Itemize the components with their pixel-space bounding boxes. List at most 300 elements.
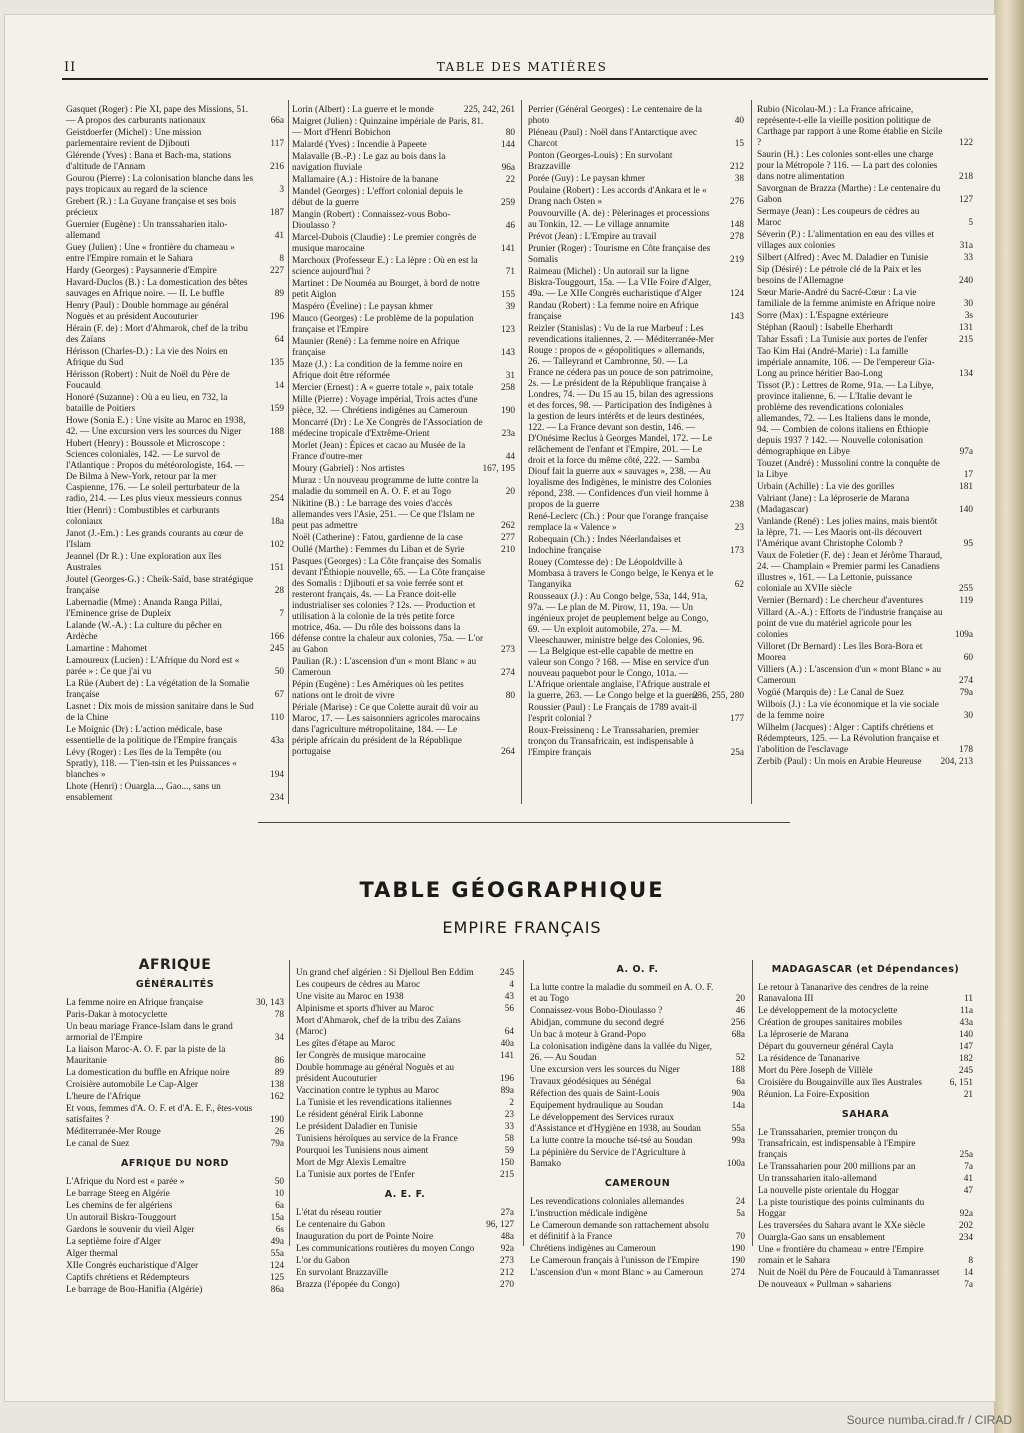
entry-page-ref: 177 — [730, 714, 744, 724]
entry-text: Wilbois (J.) : La vie économique et la vie sociale de la femme noire — [757, 700, 939, 721]
entry-page-ref: 79a — [959, 688, 973, 698]
entry-text: Havard-Duclos (B.) : La domestication des bêtes sauvages en Afrique noire. — II. Le buffle — [66, 278, 248, 299]
entry-text: Mauco (Georges) : Le problème de la population française et l'Empire — [292, 314, 474, 335]
entry-text: En survolant Brazzaville — [296, 1268, 388, 1278]
geo-entry — [296, 1208, 514, 1219]
entry-text: Tao Kim Hai (André-Marie) : La famille impériale annamite, 106. — De l'empereur Gia-Long au prince héritier Bao-Long — [757, 347, 935, 379]
entry-page-ref: 182 — [959, 1054, 973, 1064]
column-divider — [523, 960, 524, 1246]
entry-text: Janot (J.-Em.) : Les grands courants au cœur de l'Islam — [66, 529, 244, 550]
index-entry — [292, 256, 515, 278]
entry-page-ref: 196 — [500, 1074, 514, 1084]
geo-entry — [530, 1077, 745, 1088]
entry-page-ref: 236, 255, 280 — [692, 691, 744, 701]
geo-column-afrique — [66, 956, 284, 1297]
entry-page-ref: 15a — [270, 1213, 284, 1223]
entry-page-ref: 124 — [270, 1261, 284, 1271]
entry-page-ref: 215 — [500, 1170, 514, 1180]
index-entry — [66, 552, 284, 574]
entry-page-ref: 89 — [274, 289, 284, 299]
geo-entry — [530, 1006, 745, 1017]
entry-page-ref: 218 — [959, 172, 973, 182]
index-entry — [66, 748, 284, 781]
geo-entry — [66, 1177, 284, 1188]
entry-page-ref: 190 — [731, 1244, 745, 1254]
entry-text: Croisière automobile Le Cap-Alger — [66, 1080, 198, 1090]
entry-text: Alger thermal — [66, 1249, 118, 1259]
entry-text: Maspéro (Éveline) : Le paysan khmer — [292, 302, 433, 312]
entry-page-ref: 92a — [500, 1244, 514, 1254]
entry-page-ref: 30, 143 — [256, 998, 284, 1008]
entry-page-ref: 18a — [270, 517, 284, 527]
entry-page-ref: 96a — [501, 163, 515, 173]
index-entry — [757, 517, 973, 550]
entry-page-ref: 71 — [505, 267, 515, 277]
index-entry — [66, 621, 284, 643]
geo-entry — [66, 1249, 284, 1260]
entry-text: Les revendications coloniales allemandes — [530, 1197, 685, 1207]
entry-text: Pouvourville (A. de) : Pèlerinages et processions au Tonkin, 12. — Le village annamite — [528, 209, 710, 230]
entry-text: Pépin (Eugène) : Les Amériques où les petites nations ont le droit de vivre — [292, 680, 464, 701]
entry-page-ref: 8 — [279, 254, 284, 264]
index-entry — [292, 464, 515, 475]
geo-entry — [758, 1174, 973, 1185]
index-entry — [66, 347, 284, 369]
entry-page-ref: 90a — [731, 1089, 745, 1099]
entry-page-ref: 89 — [274, 1068, 284, 1078]
entry-page-ref: 141 — [500, 1051, 514, 1061]
geo-entry — [296, 992, 514, 1003]
entry-text: La nouvelle piste orientale du Hoggar — [758, 1186, 899, 1196]
entry-text: Poulaine (Robert) : Les accords d'Ankara et le « Drang nach Osten » — [528, 186, 707, 207]
entry-page-ref: 273 — [500, 1256, 514, 1266]
entry-page-ref: 245 — [270, 644, 284, 654]
geo-entry — [758, 1245, 973, 1267]
entry-page-ref: 188 — [731, 1065, 745, 1075]
entry-text: Villoret (Dr Bernard) : Les îles Bora-Bora et Moorea — [757, 642, 923, 663]
entry-text: Lhote (Henri) : Ouargla..., Gao..., sans un ensablement — [66, 782, 221, 803]
entry-page-ref: 210 — [501, 545, 515, 555]
entry-page-ref: 41 — [274, 231, 284, 241]
entry-text: Hérisson (Charles-D.) : La vie des Noirs en Afrique du Sud — [66, 347, 228, 368]
entry-text: Séverin (P.) : L'alimentation en eau des villes et villages aux colonies — [757, 230, 934, 251]
index-entry — [292, 441, 515, 463]
entry-page-ref: 21 — [963, 1090, 973, 1100]
entry-text: Malavalle (B.-P.) : Le gaz au bois dans la navigation fluviale — [292, 152, 446, 173]
index-entry — [528, 512, 744, 534]
entry-text: Ponton (Georges-Louis) : En survolant Brazzaville — [528, 151, 673, 172]
entry-page-ref: 39 — [505, 302, 515, 312]
entry-page-ref: 24 — [735, 1197, 745, 1207]
geo-entry — [66, 1139, 284, 1150]
entry-page-ref: 219 — [730, 255, 744, 265]
index-entry — [757, 335, 973, 346]
entry-text: Moury (Gabriel) : Nos artistes — [292, 464, 405, 474]
index-entry — [292, 210, 515, 232]
index-entry — [292, 152, 515, 174]
entry-page-ref: 79a — [270, 1139, 284, 1149]
entry-text: La Tunisie aux portes de l'Enfer — [296, 1170, 415, 1180]
entry-text: Labernadie (Mme) : Ananda Ranga Pillai, l'Eminence grise de Dupleix — [66, 598, 222, 619]
index-entry — [757, 184, 973, 206]
geo-entry — [758, 1078, 973, 1089]
entry-page-ref: 8 — [968, 1256, 973, 1266]
geo-entry — [66, 1045, 284, 1067]
geo-entry — [758, 1006, 973, 1017]
index-entry — [757, 459, 973, 481]
entry-text: De nouveaux « Pullman » sahariens — [758, 1280, 892, 1290]
entry-page-ref: 99a — [731, 1136, 745, 1146]
entry-text: Vaccination contre le typhus au Maroc — [296, 1086, 440, 1096]
entry-text: Sermaye (Jean) : Les coupeurs de cèdres au Maroc — [757, 207, 920, 228]
entry-text: L'or du Gabon — [296, 1256, 350, 1266]
entry-text: La Tunisie et les revendications italiennes — [296, 1098, 452, 1108]
index-entry — [66, 644, 284, 655]
entry-page-ref: 144 — [501, 140, 515, 150]
entry-text: Un autorail Biskra-Touggourt — [66, 1213, 177, 1223]
entry-text: Un grand chef algérien : Si Djelloul Ben Eddim — [296, 968, 474, 978]
entry-page-ref: 33 — [963, 253, 973, 263]
geo-entry — [758, 1066, 973, 1077]
index-entry — [292, 533, 515, 544]
geo-entry — [296, 1244, 514, 1255]
index-entry — [66, 575, 284, 597]
entry-text: Roussier (Paul) : Le Français de 1789 avait-il l'esprit colonial ? — [528, 703, 698, 724]
entry-page-ref: 23a — [501, 429, 515, 439]
index-entry — [528, 209, 744, 231]
entry-text: Lalande (W.-A.) : La culture du pêcher en Ardèche — [66, 621, 222, 642]
entry-text: Noël (Catherine) : Fatou, gardienne de la case — [292, 533, 463, 543]
entry-page-ref: 258 — [501, 383, 515, 393]
index-entry — [528, 151, 744, 173]
index-entry — [528, 232, 744, 243]
entry-text: Rubio (Nicolau-M.) : La France africaine, représente-t-elle la vieille position politique de Carthage par rapport à une Rome établie en Sicile ? — [757, 105, 943, 148]
entry-text: Brazza (l'épopée du Congo) — [296, 1280, 400, 1290]
entry-page-ref: 43a — [270, 736, 284, 746]
geo-entry — [296, 1134, 514, 1145]
geo-entry — [296, 968, 514, 979]
entry-page-ref: 274 — [501, 668, 515, 678]
entry-text: Prunier (Roger) : Tourisme en Côte française des Somalis — [528, 244, 711, 265]
geo-entry — [530, 983, 745, 1005]
entry-page-ref: 31 — [505, 371, 515, 381]
entry-page-ref: 141 — [501, 244, 515, 254]
entry-page-ref: 62 — [734, 580, 744, 590]
geo-entry — [66, 1092, 284, 1103]
geo-entry — [758, 1128, 973, 1161]
entry-page-ref: 40 — [734, 116, 744, 126]
index-entry — [66, 679, 284, 701]
entry-page-ref: 148 — [730, 220, 744, 230]
entry-text: Et vous, femmes d'A. O. F. et d'A. E. F., êtes-vous satisfaites ? — [66, 1104, 253, 1125]
entry-page-ref: 131 — [959, 323, 973, 333]
index-entry — [292, 233, 515, 255]
geo-column-3 — [530, 956, 745, 1280]
entry-page-ref: 150 — [500, 1158, 514, 1168]
index-entry — [292, 117, 515, 139]
entry-page-ref: 7 — [279, 609, 284, 619]
entry-text: La léproserie de Marana — [758, 1030, 849, 1040]
entry-page-ref: 68a — [731, 1030, 745, 1040]
entry-page-ref: 7a — [964, 1280, 973, 1290]
index-entry — [66, 301, 284, 323]
geo-entry — [530, 1148, 745, 1170]
index-entry — [292, 140, 515, 151]
entry-page-ref: 190 — [270, 1115, 284, 1125]
geo-entry — [530, 1113, 745, 1135]
geo-entry — [296, 1220, 514, 1231]
entry-text: Départ du gouverneur général Cayla — [758, 1042, 894, 1052]
entry-text: Roux-Freissinenq : Le Transsaharien, premier tronçon du Transafricain, est indispensable à l'Empire français — [528, 726, 699, 758]
index-entry — [757, 207, 973, 229]
entry-page-ref: 78 — [274, 1010, 284, 1020]
entry-page-ref: 43a — [959, 1018, 973, 1028]
geo-entry — [66, 1022, 284, 1044]
geo-entry — [296, 1158, 514, 1169]
entry-text: Nikitine (B.) : Le barrage des voies d'accès allemandes vers l'Asie, 251. — Ce que l'Islam ne peut pas admettre — [292, 499, 475, 531]
index-entry — [757, 323, 973, 334]
entry-text: Les gîtes d'étape au Maroc — [296, 1039, 396, 1049]
entry-page-ref: 276 — [730, 197, 744, 207]
column-divider — [751, 100, 752, 804]
index-entry — [528, 174, 744, 185]
entry-page-ref: 256 — [731, 1018, 745, 1028]
entry-text: Une « frontière du chameau » entre l'Empire romain et le Sahara — [758, 1245, 924, 1266]
entry-page-ref: 48a — [500, 1232, 514, 1242]
geo-column-2 — [296, 968, 514, 1292]
entry-page-ref: 80 — [505, 128, 515, 138]
entry-text: Vaux de Foletier (F. de) : Jean et Jérôme Tharaud, 24. — Champlain « Premier parmi les Canadiens illustres », 161. — La Lettonie, puissance coloniale au XVIIe siècle — [757, 551, 943, 594]
index-entry — [757, 551, 973, 595]
entry-page-ref: 140 — [959, 1030, 973, 1040]
column-divider — [288, 100, 289, 804]
entry-page-ref: 47 — [963, 1186, 973, 1196]
index-entry — [66, 506, 284, 528]
index-entry — [66, 243, 284, 265]
entry-text: Ouargla-Gao sans un ensablement — [758, 1233, 886, 1243]
entry-page-ref: 238 — [730, 500, 744, 510]
entry-page-ref: 212 — [500, 1268, 514, 1278]
index-entry — [66, 266, 284, 277]
entry-text: Les coupeurs de cèdres au Maroc — [296, 980, 421, 990]
source-credit: Source numba.cirad.fr / CIRAD — [846, 1413, 1012, 1427]
index-entry — [292, 175, 515, 186]
entry-page-ref: 92a — [959, 1209, 973, 1219]
author-index-column-1 — [66, 105, 284, 805]
geo-entry — [758, 1162, 973, 1173]
entry-page-ref: 55a — [731, 1124, 745, 1134]
index-entry — [528, 301, 744, 323]
geo-entry — [758, 1233, 973, 1244]
entry-text: Howe (Sonia E.) : Une visite au Maroc en 1938, 42. — Une excursion vers les sources du Niger — [66, 416, 246, 437]
geo-entry — [296, 1170, 514, 1181]
index-entry — [528, 128, 744, 150]
entry-page-ref: 173 — [730, 546, 744, 556]
entry-text: René-Leclerc (Ch.) : Pour que l'orange française remplace la « Valence » — [528, 512, 709, 533]
entry-text: Le barrage de Bou-Hanifia (Algérie) — [66, 1285, 203, 1295]
index-entry — [757, 265, 973, 287]
geo-entry — [530, 1065, 745, 1076]
index-entry — [757, 311, 973, 322]
entry-text: Une visite au Maroc en 1938 — [296, 992, 404, 1002]
entry-text: Gasquet (Roger) : Pie XI, pape des Missions, 51. — A propos des carburants nationaux — [66, 105, 249, 126]
entry-text: Geistdoerfer (Michel) : Une mission parlementaire revient de Djibouti — [66, 128, 202, 149]
entry-page-ref: 167, 195 — [482, 464, 515, 474]
entry-page-ref: 138 — [270, 1080, 284, 1090]
geo-entry — [530, 1030, 745, 1041]
geo-entry — [296, 980, 514, 991]
entry-text: Zerbib (Paul) : Un mois en Arabie Heureuse — [757, 757, 922, 767]
column-divider — [752, 960, 753, 1246]
geo-entry — [296, 1280, 514, 1291]
entry-page-ref: 3s — [964, 311, 973, 321]
entry-text: Wilhelm (Jacques) : Alger : Captifs chrétiens et Rédempteurs, 125. — La Révolution française et l'abolition de l'esclavage — [757, 723, 940, 755]
geo-entry — [66, 1068, 284, 1079]
entry-page-ref: 6a — [275, 1201, 284, 1211]
entry-page-ref: 23 — [734, 523, 744, 533]
geo-entry — [66, 1010, 284, 1021]
index-entry — [757, 288, 973, 310]
entry-text: Inauguration du port de Pointe Noire — [296, 1232, 434, 1242]
entry-page-ref: 270 — [500, 1280, 514, 1290]
entry-text: Raimeau (Michel) : Un autorail sur la ligne Biskra-Touggourt, 15a. — La VIIe Foire d'Alger, 49a. — Le XIIe Congrès eucharistique d'Alger — [528, 267, 712, 299]
entry-page-ref: 33 — [504, 1122, 514, 1132]
entry-text: Lorin (Albert) : La guerre et le monde — [292, 105, 434, 115]
entry-page-ref: 80 — [505, 691, 515, 701]
entry-page-ref: 151 — [270, 563, 284, 573]
index-entry — [292, 703, 515, 758]
entry-page-ref: 187 — [270, 208, 284, 218]
geo-entry — [758, 1042, 973, 1053]
index-entry — [66, 702, 284, 724]
entry-page-ref: 6, 151 — [949, 1078, 973, 1088]
entry-text: Silbert (Alfred) : Avec M. Daladier en Tunisie — [757, 253, 929, 263]
geo-entry — [530, 1209, 745, 1220]
entry-page-ref: 155 — [501, 290, 515, 300]
entry-page-ref: 240 — [959, 276, 973, 286]
entry-text: Gardons le souvenir du vieil Alger — [66, 1225, 195, 1235]
geo-entry — [296, 1256, 514, 1267]
entry-page-ref: 56 — [504, 1004, 514, 1014]
entry-page-ref: 70 — [735, 1232, 745, 1242]
entry-page-ref: 202 — [959, 1221, 973, 1231]
geo-table-title: TABLE GÉOGRAPHIQUE — [359, 878, 665, 902]
entry-page-ref: 52 — [735, 1053, 745, 1063]
entry-text: Connaissez-vous Bobo-Dioulasso ? — [530, 1006, 663, 1016]
index-entry — [66, 197, 284, 219]
index-entry — [528, 186, 744, 208]
entry-text: Saurin (H.) : Les colonies sont-elles une charge pour la Métropole ? 116. — La part des colonies dans notre alimentation — [757, 150, 938, 182]
geo-entry — [530, 1221, 745, 1243]
entry-page-ref: 181 — [959, 482, 973, 492]
entry-page-ref: 278 — [730, 232, 744, 242]
entry-text: Mallamaire (A.) : Histoire de la banane — [292, 175, 439, 185]
entry-text: Mangin (Robert) : Connaissez-vous Bobo-Dioulasso ? — [292, 210, 451, 231]
entry-text: Equipement hydraulique au Soudan — [530, 1101, 663, 1111]
geo-entry — [66, 1189, 284, 1200]
index-entry — [757, 723, 973, 756]
index-entry — [66, 324, 284, 346]
entry-page-ref: 43 — [504, 992, 514, 1002]
entry-page-ref: 166 — [270, 632, 284, 642]
page-header-title: TABLE DES MATIÈRES — [436, 60, 608, 74]
entry-page-ref: 64 — [274, 335, 284, 345]
entry-page-ref: 100a — [726, 1159, 745, 1169]
entry-text: Alpinisme et sports d'hiver au Maroc — [296, 1004, 434, 1014]
entry-page-ref: 225, 242, 261 — [463, 105, 515, 115]
entry-text: Périale (Marise) : Ce que Colette aurait dû voir au Maroc, 17. — Les saisonniers agricoles marocains dans l'agriculture métropolitaine, 184. — Le périple africain du président de la République portugaise — [292, 703, 480, 757]
entry-page-ref: 245 — [959, 1066, 973, 1076]
entry-text: La résidence de Tananarive — [758, 1054, 860, 1064]
entry-text: Travaux géodésiques au Sénégal — [530, 1077, 652, 1087]
entry-text: Perrier (Général Georges) : Le centenaire de la photo — [528, 105, 703, 126]
entry-text: Martinet : De Nouméa au Bourget, à bord de notre petit Aiglon — [292, 279, 480, 300]
entry-text: Lamartine : Mahomet — [66, 644, 148, 654]
entry-text: Pourquoi les Tunisiens nous aiment — [296, 1146, 429, 1156]
entry-page-ref: 40a — [500, 1039, 514, 1049]
geo-entry — [296, 1086, 514, 1097]
entry-page-ref: 15 — [734, 139, 744, 149]
entry-text: Le Moignic (Dr) : L'action médicale, base essentielle de la politique de l'Empire français — [66, 725, 238, 746]
entry-page-ref: 3 — [279, 185, 284, 195]
entry-page-ref: 34 — [274, 1033, 284, 1043]
entry-page-ref: 20 — [735, 994, 745, 1004]
entry-text: Grebert (R.) : La Guyane française et ses bois précieux — [66, 197, 237, 218]
entry-text: Joutel (Georges-G.) : Cheik-Saïd, base stratégique française — [66, 575, 254, 596]
index-entry — [757, 105, 973, 149]
index-entry — [528, 267, 744, 300]
entry-text: L'heure de l'Afrique — [66, 1092, 141, 1102]
index-entry — [757, 347, 973, 380]
entry-text: Lasnet : Dix mois de mission sanitaire dans le Sud de la Chine — [66, 702, 254, 723]
geo-entry — [66, 1273, 284, 1284]
section-heading: SAHARA — [841, 1109, 890, 1120]
author-index-column-3 — [528, 105, 744, 760]
entry-text: Sœur Marie-André du Sacré-Cœur : La vie familiale de la femme animiste en Afrique noire — [757, 288, 936, 309]
geo-entry — [530, 1101, 745, 1112]
entry-page-ref: 274 — [731, 1268, 745, 1278]
entry-page-ref: 264 — [501, 747, 515, 757]
entry-page-ref: 49a — [270, 1237, 284, 1247]
entry-page-ref: 234 — [959, 1233, 973, 1243]
geo-entry — [758, 1018, 973, 1029]
entry-text: La lutte contre la mouche tsé-tsé au Soudan — [530, 1136, 693, 1146]
entry-text: Le Cameroun français à l'unisson de l'Empire — [530, 1256, 700, 1266]
entry-text: Vogüé (Marquis de) : Le Canal de Suez — [757, 688, 904, 698]
section-separator — [258, 822, 790, 823]
entry-page-ref: 5 — [968, 218, 973, 228]
entry-text: Le retour à Tananarive des cendres de la reine Ranavalona III — [758, 983, 929, 1004]
entry-page-ref: 86a — [270, 1285, 284, 1295]
entry-text: La colonisation indigène dans la vallée du Niger, 26. — Au Soudan — [530, 1042, 712, 1063]
geo-entry — [296, 1004, 514, 1015]
entry-text: XIIe Congrès eucharistique d'Alger — [66, 1261, 199, 1271]
section-heading: CAMEROUN — [604, 1178, 671, 1189]
section-heading: A. E. F. — [384, 1189, 426, 1200]
entry-text: Mort d'Ahmarok, chef de la tribu des Zaïans (Maroc) — [296, 1016, 461, 1037]
entry-text: Marchoux (Professeur E.) : La lèpre : Où en est la science aujourd'hui ? — [292, 256, 478, 277]
geo-entry — [758, 1186, 973, 1197]
entry-text: Captifs chrétiens et Rédempteurs — [66, 1273, 190, 1283]
entry-page-ref: 125 — [270, 1273, 284, 1283]
entry-page-ref: 46 — [735, 1006, 745, 1016]
index-entry — [292, 337, 515, 359]
entry-text: La femme noire en Afrique française — [66, 998, 204, 1008]
entry-page-ref: 127 — [959, 195, 973, 205]
entry-text: Chrétiens indigènes au Cameroun — [530, 1244, 656, 1254]
geo-entry — [296, 1146, 514, 1157]
entry-text: Lamoureux (Lucien) : L'Afrique du Nord est « parée » : Ce que j'ai vu — [66, 656, 240, 677]
